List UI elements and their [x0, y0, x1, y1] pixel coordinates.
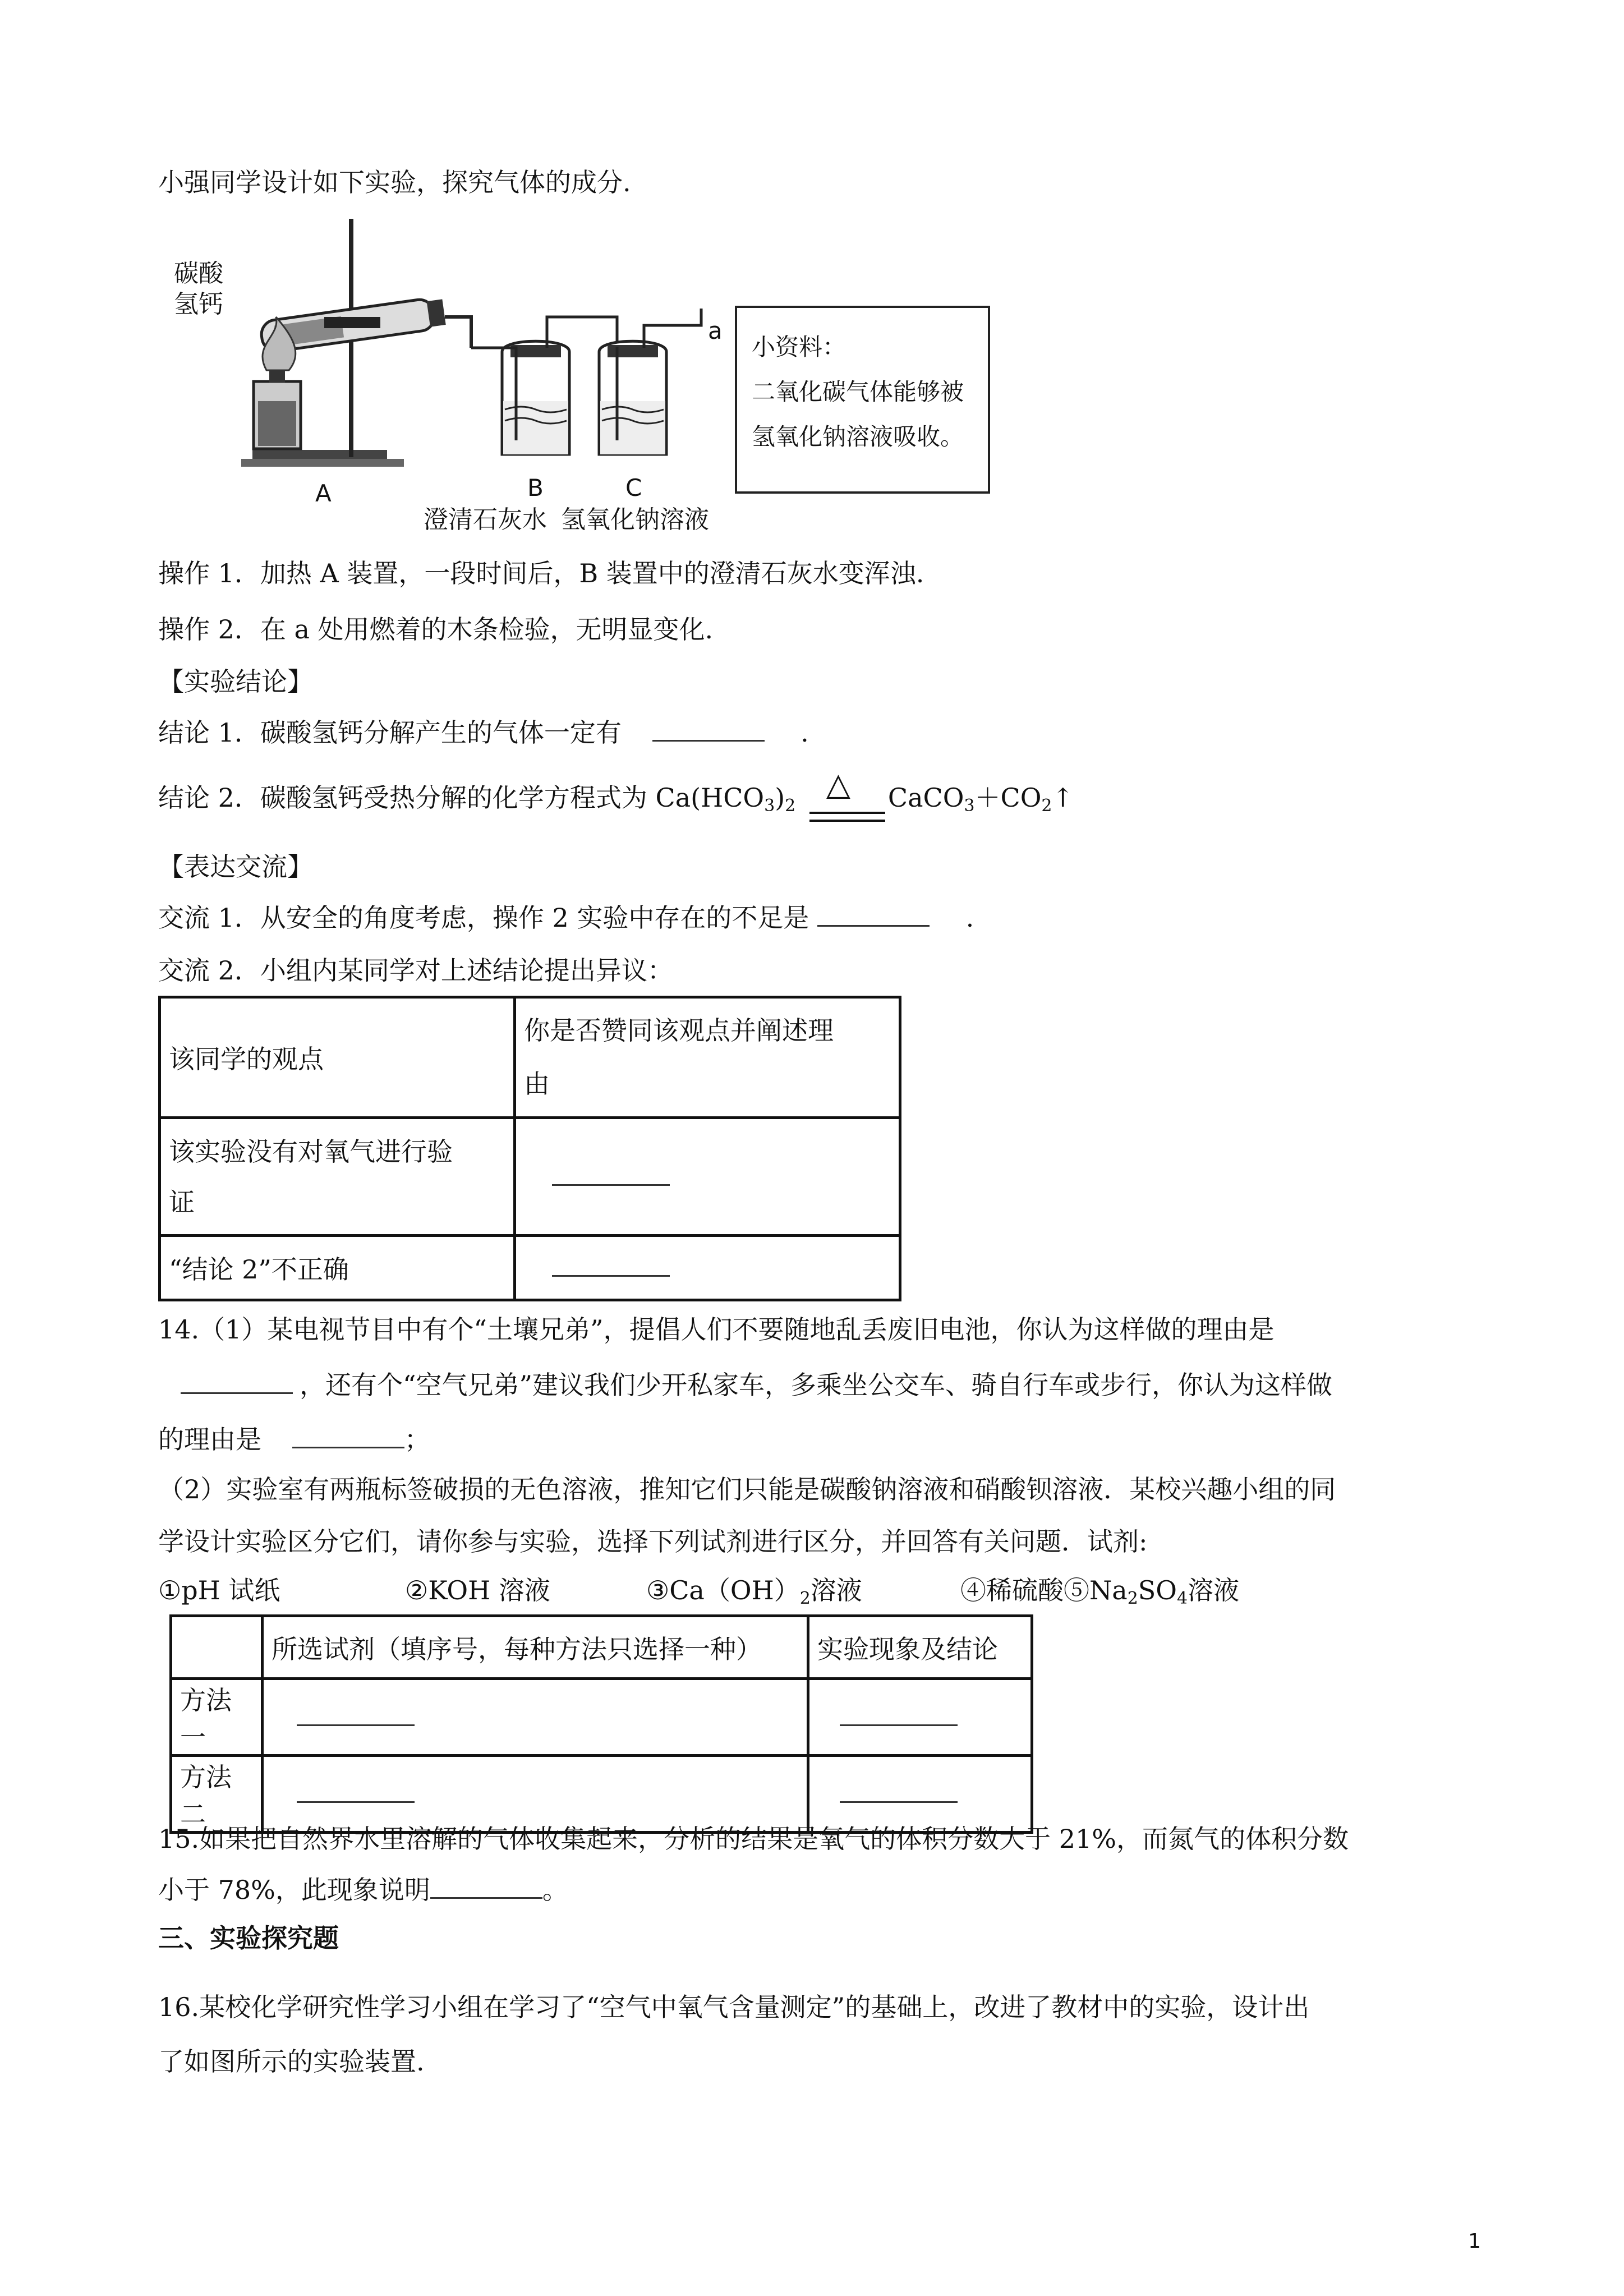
- note-box: [735, 306, 990, 494]
- method-1-result-blank[interactable]: [840, 1702, 958, 1726]
- conclusion-2-close: ): [775, 783, 785, 813]
- conclusion-1-period: .: [801, 717, 809, 748]
- question-15-blank[interactable]: [430, 1872, 542, 1899]
- method-2-result-blank[interactable]: [840, 1779, 958, 1803]
- reagent-3-suffix: 溶液: [810, 1575, 862, 1605]
- conclusion-1-text: 结论 1．碳酸氢钙分解产生的气体一定有: [158, 717, 622, 748]
- viewpoint-cell-1: [160, 1118, 515, 1236]
- opinion-header-line1: 你是否赞同该观点并阐述理: [524, 1015, 834, 1046]
- exchange-2: 交流 2．小组内某同学对上述结论提出异议：: [158, 955, 673, 986]
- heat-condition: [804, 766, 888, 823]
- reagent-5-sub2: 4: [1177, 1589, 1188, 1608]
- method-2-reagent-cell[interactable]: [263, 1756, 808, 1833]
- reagent-5-sub1: 2: [1127, 1589, 1138, 1608]
- label-c-solution: 氢氧化钠溶液: [561, 505, 709, 534]
- product-caco3: CaCO: [887, 783, 964, 813]
- section-3-heading: 三、实验探究题: [158, 1923, 339, 1953]
- reagent-3-sub: 2: [799, 1589, 811, 1608]
- heat-triangle: △: [826, 766, 850, 803]
- exchange-1-blank[interactable]: [817, 900, 930, 927]
- conclusion-2-sub3: 3: [764, 796, 775, 816]
- reagent-label-line1: 碳酸: [174, 259, 223, 288]
- opinion-header-line2: 由: [524, 1069, 550, 1099]
- question-14-line2-text: ，还有个“空气兄弟”建议我们少开私家车，多乘坐公交车、骑自行车或步行，你认为这样做: [300, 1370, 1333, 1400]
- heading-conclusion: 【实验结论】: [158, 666, 313, 697]
- conclusion-2-text: 结论 2．碳酸氢钙受热分解的化学方程式为 Ca(HCO: [158, 783, 765, 813]
- reagent-3-text: ③Ca（OH）: [646, 1575, 800, 1605]
- method-2-label: 方法二: [171, 1756, 263, 1833]
- reagent-label: [174, 258, 223, 320]
- question-14-line3: [158, 1422, 430, 1456]
- label-a: A: [315, 480, 332, 507]
- method-2-result-cell[interactable]: [808, 1756, 1032, 1833]
- viewpoint-cell-1-line2: 证: [169, 1186, 195, 1217]
- gas-arrow: ↑: [1052, 783, 1074, 813]
- viewpoint-cell-1-line1: 该实验没有对氧气进行验: [169, 1136, 453, 1167]
- intro-text: 小强同学设计如下实验，探究气体的成分.: [158, 167, 631, 197]
- reagent-5-suffix: 溶液: [1188, 1575, 1240, 1605]
- reagent-label-line2: 氢钙: [174, 290, 223, 319]
- note-line1: 二氧化碳气体能够被: [752, 378, 964, 406]
- opinion-cell-1[interactable]: [515, 1118, 900, 1236]
- method-1-label: 方法一: [171, 1679, 263, 1756]
- opinion-blank-2[interactable]: [552, 1253, 670, 1277]
- product-co2: ＋CO: [974, 783, 1042, 813]
- method-table-corner: [171, 1616, 263, 1679]
- method-table: [169, 1614, 1033, 1834]
- question-14-line3-text: 的理由是: [158, 1424, 261, 1455]
- operation-1: 操作 1．加热 A 装置，一段时间后，B 装置中的澄清石灰水变浑浊.: [158, 558, 924, 588]
- question-14-semicolon: ；: [404, 1424, 430, 1455]
- heading-exchange: 【表达交流】: [158, 852, 313, 882]
- viewpoint-table: [158, 996, 901, 1301]
- question-14-part2-line2: 学设计实验区分它们，请你参与实验，选择下列试剂进行区分，并回答有关问题．试剂:: [158, 1526, 1148, 1557]
- result-header: 实验现象及结论: [808, 1616, 1032, 1679]
- viewpoint-cell-2: “结论 2”不正确: [160, 1236, 515, 1300]
- reagent-4-5: [960, 1573, 1239, 1616]
- reagent-4: ④稀硫酸: [960, 1575, 1064, 1605]
- label-port-a: a: [708, 317, 723, 344]
- question-14-blank1[interactable]: [181, 1368, 293, 1394]
- reagent-5-mid: SO: [1138, 1575, 1177, 1605]
- exchange-1-period: .: [965, 903, 974, 933]
- label-c: C: [625, 474, 642, 501]
- opinion-cell-2[interactable]: [515, 1236, 900, 1300]
- note-title: 小资料：: [752, 333, 846, 361]
- exchange-1-text: 交流 1．从安全的角度考虑，操作 2 实验中存在的不足是: [158, 903, 809, 933]
- reagent-3: [646, 1573, 862, 1616]
- reagent-2: ②KOH 溶液: [405, 1575, 550, 1605]
- question-16-line2: 了如图所示的实验装置.: [158, 2046, 425, 2077]
- double-equals-sign: [809, 812, 885, 822]
- page-number: 1: [1468, 2230, 1481, 2253]
- method-1-reagent-blank[interactable]: [297, 1702, 415, 1726]
- label-b-solution: 澄清石灰水: [424, 505, 547, 534]
- product-co2-sub: 2: [1041, 796, 1052, 816]
- label-b: B: [527, 474, 544, 501]
- question-14-line2: [158, 1368, 1332, 1402]
- reagent-choice-header: 所选试剂（填序号，每种方法只选择一种）: [263, 1616, 808, 1679]
- method-1-result-cell[interactable]: [808, 1679, 1032, 1756]
- question-14-line1: 14.（1）某电视节目中有个“土壤兄弟”，提倡人们不要随地乱丢废旧电池，你认为这样做的理由是: [158, 1314, 1275, 1345]
- opinion-header: [515, 997, 900, 1118]
- conclusion-1: [158, 715, 809, 749]
- question-15-line2-text: 小于 78%，此现象说明: [158, 1875, 430, 1905]
- question-15-period: 。: [542, 1875, 568, 1905]
- exchange-1: [158, 900, 974, 935]
- conclusion-2-sub2: 2: [785, 796, 796, 816]
- note-line2: 氢氧化钠溶液吸收。: [752, 423, 964, 450]
- question-15-line2: [158, 1872, 568, 1907]
- question-14-blank2[interactable]: [292, 1422, 404, 1448]
- conclusion-1-blank[interactable]: [652, 715, 765, 742]
- conclusion-2: [158, 766, 1074, 823]
- question-16-line1: 16.某校化学研究性学习小组在学习了“空气中氧气含量测定”的基础上，改进了教材中的实验，设计出: [158, 1992, 1310, 2022]
- product-caco3-sub: 3: [964, 796, 975, 816]
- question-14-part2-line1: （2）实验室有两瓶标签破损的无色溶液，推知它们只能是碳酸钠溶液和硝酸钡溶液．某校兴趣小组的同: [158, 1474, 1336, 1504]
- method-2-reagent-blank[interactable]: [297, 1779, 415, 1803]
- opinion-blank-1[interactable]: [552, 1162, 670, 1186]
- operation-2: 操作 2．在 a 处用燃着的木条检验，无明显变化.: [158, 614, 714, 645]
- question-15-line1: 15.如果把自然界水里溶解的气体收集起来，分析的结果是氧气的体积分数大于 21%，而氮气的体积分数: [158, 1824, 1349, 1854]
- reagent-5-text: ⑤Na: [1064, 1575, 1128, 1605]
- viewpoint-header: 该同学的观点: [160, 997, 515, 1118]
- reagent-1: ①pH 试纸: [158, 1575, 280, 1605]
- method-1-reagent-cell[interactable]: [263, 1679, 808, 1756]
